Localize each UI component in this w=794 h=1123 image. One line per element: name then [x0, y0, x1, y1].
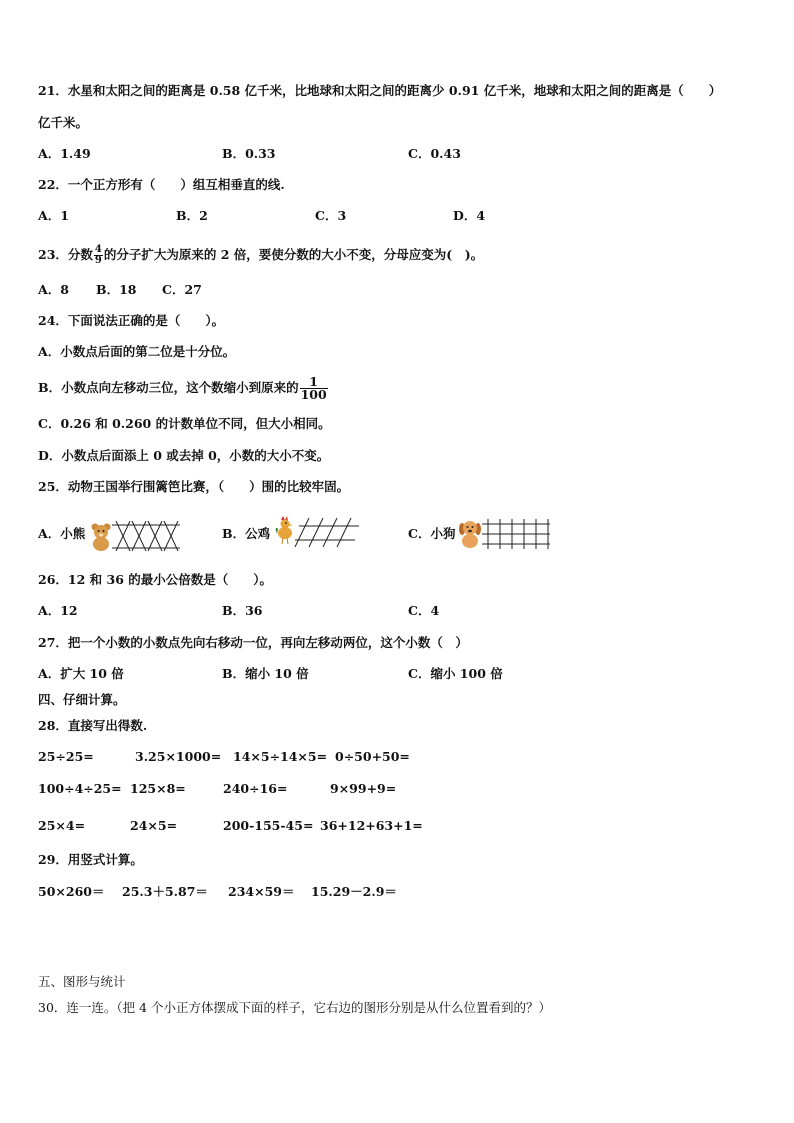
slanted-fence-pattern [295, 518, 359, 547]
q22-text: 22．一个正方形有（ ）组互相垂直的线. [38, 177, 285, 192]
q23-fraction-denominator: 9 [94, 255, 102, 266]
q27-option-c: C．缩小 100 倍 [408, 666, 503, 681]
q25-text: 25．动物王国举行围篱笆比赛，（ ）围的比较牢固。 [38, 479, 350, 494]
q26-option-a: A．12 [38, 603, 78, 618]
q28-r3-c3: 200-155-45= [223, 818, 314, 833]
section-5-heading: 五、图形与统计 [38, 974, 126, 989]
q23-option-a: A．8 [38, 282, 69, 297]
q28-r2-c2: 125×8= [130, 781, 186, 796]
q28-r2-c1: 100÷4÷25= [38, 781, 122, 796]
q28-r3-c4: 36+12+63+1= [320, 818, 423, 833]
q24-option-d: D．小数点后面添上 0 或去掉 0，小数的大小不变。 [38, 448, 330, 463]
grid-fence-pattern [482, 519, 550, 549]
q21-text: 21．水星和太阳之间的距离是 0.58 亿千米，比地球和太阳之间的距离少 0.91 亿千米，地球和太阳之间的距离是（ ） [38, 83, 722, 98]
q23-fraction [94, 245, 103, 266]
q27-option-b: B．缩小 10 倍 [222, 666, 309, 681]
dog-fence-figure [458, 516, 552, 550]
q24-option-b-fraction [300, 373, 328, 402]
q29-item-3: 234×59＝ [228, 884, 295, 899]
x-fence-pattern [112, 521, 180, 551]
q21-option-a: A．1.49 [38, 146, 91, 161]
q29-item-1: 50×260＝ [38, 884, 105, 899]
q28-r1-c2: 3.25×1000= [135, 749, 222, 764]
q24-fraction-numerator: 1 [309, 373, 318, 389]
q24-fraction-denominator: 100 [300, 387, 327, 402]
q28-r3-c1: 25×4= [38, 818, 86, 833]
rooster-icon [276, 516, 293, 544]
q27-option-a: A．扩大 10 倍 [38, 666, 124, 681]
q21-text-cont: 亿千米。 [38, 115, 89, 130]
q29-item-4: 15.29－2.9＝ [311, 884, 397, 899]
q23-text [38, 240, 483, 270]
q21-option-c: C．0.43 [408, 146, 461, 161]
q22-option-d: D．4 [453, 208, 486, 223]
q22-option-c: C．3 [315, 208, 347, 223]
q24-option-b-text: B．小数点向左移动三位，这个数缩小到原来的 [38, 380, 299, 395]
q28-text: 28．直接写出得数. [38, 718, 148, 733]
q23-suffix: 的分子扩大为原来的 2 倍，要使分数的大小不变，分母应变为( )。 [103, 247, 484, 262]
section-4-heading: 四、仔细计算。 [38, 692, 126, 707]
dog-icon [459, 521, 481, 548]
q27-text: 27．把一个小数的小数点先向右移动一位，再向左移动两位，这个小数（ ） [38, 635, 468, 650]
q23-option-c: C．27 [162, 282, 202, 297]
q28-r3-c2: 24×5= [130, 818, 178, 833]
q23-prefix: 23．分数 [38, 247, 93, 262]
q25-option-c: C．小狗 [408, 526, 456, 541]
bear-fence-figure [90, 518, 182, 552]
q29-text: 29．用竖式计算。 [38, 852, 143, 867]
q24-option-a: A．小数点后面的第二位是十分位。 [38, 344, 236, 359]
q22-option-a: A．1 [38, 208, 69, 223]
q28-r2-c3: 240÷16= [223, 781, 288, 796]
q23-option-b: B．18 [96, 282, 137, 297]
q30-text: 30．连一连。（把 4 个小正方体摆成下面的样子，它右边的图形分别是从什么位置看到的？） [38, 1000, 552, 1015]
q28-r1-c3: 14×5÷14×5= [233, 749, 328, 764]
q22-option-b: B．2 [176, 208, 208, 223]
q26-option-b: B．36 [222, 603, 263, 618]
q26-text: 26．12 和 36 的最小公倍数是（ ）。 [38, 572, 272, 587]
q29-item-2: 25.3＋5.87＝ [122, 884, 208, 899]
q28-r2-c4: 9×99+9= [330, 781, 397, 796]
q24-option-b [38, 370, 329, 406]
bear-icon [92, 524, 111, 552]
q25-option-a: A．小熊 [38, 526, 86, 541]
q28-r1-c1: 25÷25= [38, 749, 94, 764]
q23-fraction-numerator: 4 [94, 244, 102, 255]
q24-option-c: C．0.26 和 0.260 的计数单位不同，但大小相同。 [38, 416, 331, 431]
q24-text: 24．下面说法正确的是（ ）。 [38, 313, 225, 328]
q28-r1-c4: 0÷50+50= [335, 749, 410, 764]
rooster-fence-figure [275, 514, 361, 548]
q26-option-c: C．4 [408, 603, 440, 618]
q21-option-b: B．0.33 [222, 146, 276, 161]
q25-option-b: B．公鸡 [222, 526, 271, 541]
